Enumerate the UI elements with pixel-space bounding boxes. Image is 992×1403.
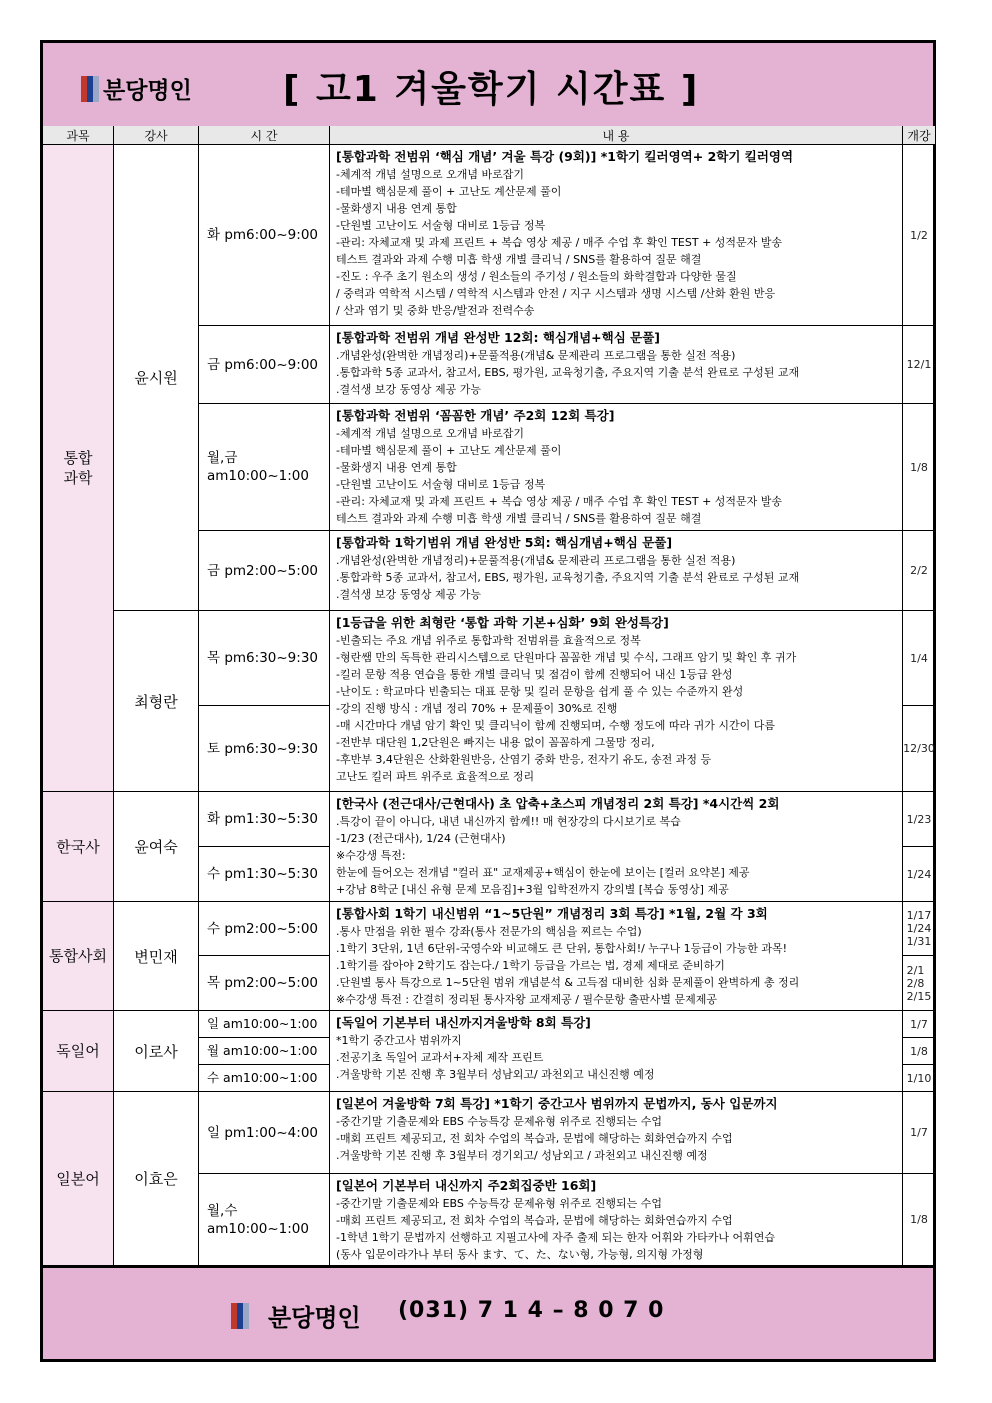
start-date-cell: 1/2 (903, 145, 936, 326)
subject-cell: 독일어 (43, 1011, 114, 1092)
content-cell (330, 531, 903, 611)
footer-logo-icon (231, 1303, 249, 1329)
course-detail-line: -단원별 고난이도 서술형 대비로 1등급 정복 (336, 219, 546, 232)
time-cell: 일 am10:00~1:00 (199, 1011, 330, 1038)
course-detail-line: (동사 입문이라가나 부터 동사 ます、て、た、ない형, 가능형, 의지형 가정형 (336, 1248, 704, 1261)
column-header-content: 내 용 (330, 126, 903, 145)
course-detail-line: -후반부 3,4단원은 산화환원반응, 산염기 중화 반응, 전자기 유도, 송전 과정 등 (336, 753, 712, 766)
course-detail-line: .특강이 끝이 아니다, 내년 내신까지 함께!! 매 현장강의 다시보기로 복습 (336, 815, 681, 828)
course-detail-line: -매회 프린트 제공되고, 전 회차 수업의 복습과, 문법에 해당하는 회화연습까지 수업 (336, 1132, 733, 1145)
course-detail-line: +강남 8학군 [내신 유형 문제 모음집]+3월 입학전까지 강의별 [복습 동영상] 제공 (336, 883, 729, 896)
course-detail-line: .전공기초 독일어 교과서+자체 제작 프린트 (336, 1051, 544, 1064)
course-detail-line: 한눈에 들어오는 전개념 "컬러 표" 교재제공+핵심이 한눈에 보이는 [컬러 요약본] 제공 (336, 866, 750, 879)
course-detail-line: -테마별 핵심문제 풀이 + 고난도 계산문제 풀이 (336, 444, 562, 457)
start-date-cell: 1/8 (903, 1174, 936, 1266)
course-detail-line: -관리: 자체교재 및 과제 프린트 + 복습 영상 제공 / 매주 수업 후 확인 TEST + 성적문자 발송 (336, 495, 783, 508)
start-date-cell: 1/23 (903, 792, 936, 847)
column-header-teacher: 강사 (114, 126, 199, 145)
subject-cell: 일본어 (43, 1092, 114, 1266)
teacher-cell: 변민재 (114, 902, 199, 1011)
course-detail-line: -강의 진행 방식 : 개념 정리 70% + 문제풀이 30%로 진행 (336, 702, 618, 715)
start-date-cell: 1/7 (903, 1092, 936, 1174)
content-cell (330, 611, 903, 792)
course-detail-line: -단원별 고난이도 서술형 대비로 1등급 정복 (336, 478, 546, 491)
course-detail-line: .1학기를 잡아야 2학기도 잡는다./ 1학기 등급을 가르는 법, 경제 제대로 준비하기 (336, 959, 725, 972)
subject-cell: 한국사 (43, 792, 114, 902)
course-detail-line: .1학기 3단위, 1년 6단위-국영수와 비교해도 큰 단위, 통합사회!/ 누구나 1등급이 가능한 과목! (336, 942, 788, 955)
course-title: [독일어 기본부터 내신까지겨울방학 8회 특강] (336, 1015, 591, 1030)
time-cell: 토 pm6:30~9:30 (199, 706, 330, 792)
content-cell (330, 1174, 903, 1266)
course-detail-line: .통합과학 5종 교과서, 참고서, EBS, 평가원, 교육청기출, 주요지역 기출 분석 완료로 구성된 교재 (336, 366, 800, 379)
course-detail-line: -형란쌤 만의 독특한 관리시스템으로 단원마다 꼼꼼한 개념 및 수식, 그래프 암기 및 확인 후 귀가 (336, 651, 797, 664)
start-date-cell: 1/8 (903, 404, 936, 531)
time-cell: 수 am10:00~1:00 (199, 1065, 330, 1092)
course-detail-line: -관리: 자체교재 및 과제 프린트 + 복습 영상 제공 / 매주 수업 후 확인 TEST + 성적문자 발송 (336, 236, 783, 249)
course-detail-line: -빈출되는 주요 개념 위주로 통합과학 전범위를 효율적으로 정복 (336, 634, 641, 647)
time-cell: 월 am10:00~1:00 (199, 1038, 330, 1065)
course-detail-line: -테마별 핵심문제 풀이 + 고난도 계산문제 풀이 (336, 185, 562, 198)
start-date-cell: 12/30 (903, 706, 936, 792)
course-detail-line: -1학년 1학기 문법까지 선행하고 지필고사에 자주 출제 되는 한자 어휘와 가타카나 어휘연습 (336, 1231, 775, 1244)
time-cell: 수 pm1:30~5:30 (199, 847, 330, 902)
header-band (43, 43, 933, 128)
course-title: [통합과학 전범위 ‘꼼꼼한 개념’ 주2회 12회 특강] (336, 408, 615, 423)
course-detail-line: -매회 프린트 제공되고, 전 회차 수업의 복습과, 문법에 해당하는 회화연습까지 수업 (336, 1214, 733, 1227)
course-detail-line: -중간기말 기출문제와 EBS 수능특강 문제유형 위주로 진행되는 수업 (336, 1115, 663, 1128)
course-title: [통합사회 1학기 내신범위 “1~5단원” 개념정리 3회 특강] *1월, 2월 각 3회 (336, 906, 768, 921)
content-cell (330, 326, 903, 404)
course-detail-line: .결석생 보강 동영상 제공 가능 (336, 383, 481, 396)
page-title: [ 고1 겨울학기 시간표 ] (283, 69, 700, 110)
content-cell (330, 902, 903, 1011)
time-cell: 금 pm6:00~9:00 (199, 326, 330, 404)
time-cell: 화 pm6:00~9:00 (199, 145, 330, 326)
course-detail-line: -난이도 : 학교마다 빈출되는 대표 문항 및 킬러 문항을 쉽게 풀 수 있는 수준까지 완성 (336, 685, 744, 698)
time-cell: 월,금 am10:00~1:00 (199, 404, 330, 531)
start-date-cell: 2/1 2/8 2/15 (903, 956, 936, 1011)
course-detail-line: -1/23 (전근대사), 1/24 (근현대사) (336, 832, 506, 845)
time-cell: 목 pm2:00~5:00 (199, 956, 330, 1011)
course-detail-line: 고난도 킬러 파트 위주로 효율적으로 정리 (336, 770, 535, 783)
course-title: [통합과학 전범위 ‘핵심 개념’ 겨울 특강 (9회)] *1학기 킬러영역+ 2학기 킬러영역 (336, 149, 794, 164)
content-cell (330, 145, 903, 326)
footer-phone: (031) 7 1 4 – 8 0 7 0 (398, 1298, 665, 1323)
course-detail-line: .결석생 보강 동영상 제공 가능 (336, 588, 481, 601)
timetable-page (40, 40, 936, 1362)
subject-cell: 통합 과학 (43, 145, 114, 792)
course-detail-line: / 중력과 역학적 시스템 / 역학적 시스템과 안전 / 지구 시스템과 생명 시스템 /산화 환원 반응 (336, 287, 776, 300)
subject-cell: 통합사회 (43, 902, 114, 1011)
start-date-cell: 1/24 (903, 847, 936, 902)
course-detail-line: -매 시간마다 개념 암기 확인 및 클리닉이 함께 진행되며, 수행 정도에 따라 귀가 시간이 다름 (336, 719, 775, 732)
course-detail-line: -물화생지 내용 연계 통합 (336, 461, 457, 474)
time-cell: 금 pm2:00~5:00 (199, 531, 330, 611)
column-header-start: 개강 (903, 126, 936, 145)
time-cell: 목 pm6:30~9:30 (199, 611, 330, 706)
start-date-cell: 1/10 (903, 1065, 936, 1092)
course-detail-line: .겨울방학 기본 진행 후 3월부터 경기외고/ 성남외고 / 과천외고 내신진행 예정 (336, 1149, 708, 1162)
course-title: [일본어 기본부터 내신까지 주2회집중반 16회] (336, 1178, 597, 1193)
course-detail-line: .통합과학 5종 교과서, 참고서, EBS, 평가원, 교육청기출, 주요지역 기출 분석 완료로 구성된 교재 (336, 571, 800, 584)
course-detail-line: -킬러 문항 적용 연습을 통한 개별 클리닉 및 점검이 함께 진행되어 내신 1등급 완성 (336, 668, 733, 681)
course-detail-line: .개념완성(완벽한 개념정리)+문풀적용(개념& 문제관리 프로그램을 통한 실전 적용) (336, 349, 736, 362)
column-header-subject: 과목 (43, 126, 114, 145)
column-header-time: 시 간 (199, 126, 330, 145)
course-detail-line: 테스트 결과와 과제 수행 미흡 학생 개별 클리닉 / SNS를 활용하여 질문 해결 (336, 253, 702, 266)
teacher-cell: 이효은 (114, 1092, 199, 1266)
teacher-cell: 이로사 (114, 1011, 199, 1092)
teacher-cell: 윤시원 (114, 145, 199, 611)
start-date-cell: 1/8 (903, 1038, 936, 1065)
course-detail-line: -체계적 개념 설명으로 오개념 바로잡기 (336, 168, 524, 181)
course-title: [일본어 겨울방학 7회 특강] *1학기 중간고사 범위까지 문법까지, 동사 입문까지 (336, 1096, 778, 1111)
course-detail-line: .겨울방학 기본 진행 후 3월부터 성남외고/ 과천외고 내신진행 예정 (336, 1068, 655, 1081)
time-cell: 수 pm2:00~5:00 (199, 902, 330, 956)
course-detail-line: .통사 만점을 위한 필수 강좌(통사 전문가의 핵심을 찌르는 수업) (336, 925, 642, 938)
time-cell: 일 pm1:00~4:00 (199, 1092, 330, 1174)
teacher-cell: 최형란 (114, 611, 199, 792)
start-date-cell: 1/4 (903, 611, 936, 706)
teacher-cell: 윤여숙 (114, 792, 199, 902)
course-title: [한국사 (전근대사/근현대사) 초 압축+초스피 개념정리 2회 특강] *4시간씩 2회 (336, 796, 780, 811)
course-title: [통합과학 1학기범위 개념 완성반 5회: 핵심개념+핵심 문풀] (336, 535, 673, 550)
time-cell: 화 pm1:30~5:30 (199, 792, 330, 847)
start-date-cell: 2/2 (903, 531, 936, 611)
content-cell (330, 1011, 903, 1092)
course-detail-line: ※수강생 특전 : 간결히 정리된 통사자왕 교재제공 / 필수문항 출판사별 문제제공 (336, 993, 717, 1006)
course-detail-line: -진도 : 우주 초기 원소의 생성 / 원소들의 주기성 / 원소들의 화학결합과 다양한 물질 (336, 270, 737, 283)
logo-icon (81, 76, 99, 102)
course-detail-line: .단원별 통사 특강으로 1~5단원 범위 개념분석 & 고득점 대비한 심화 문제풀이 완벽하게 총 정리 (336, 976, 800, 989)
content-cell (330, 792, 903, 902)
time-cell: 월,수 am10:00~1:00 (199, 1174, 330, 1266)
start-date-cell: 1/17 1/24 1/31 (903, 902, 936, 956)
content-cell (330, 1092, 903, 1174)
course-title: [1등급을 위한 최형란 ‘통합 과학 기본+심화’ 9회 완성특강] (336, 615, 669, 630)
course-detail-line: -체계적 개념 설명으로 오개념 바로잡기 (336, 427, 524, 440)
course-detail-line: ※수강생 특전: (336, 849, 406, 862)
course-title: [통합과학 전범위 개념 완성반 12회: 핵심개념+핵심 문풀] (336, 330, 660, 345)
content-cell (330, 404, 903, 531)
start-date-cell: 1/7 (903, 1011, 936, 1038)
footer-band (43, 1266, 933, 1359)
start-date-cell: 12/1 (903, 326, 936, 404)
course-detail-line: 테스트 결과와 과제 수행 미흡 학생 개별 클리닉 / SNS를 활용하여 질문 해결 (336, 512, 702, 525)
footer-brand: 분당명인 (268, 1304, 361, 1332)
course-detail-line: .개념완성(완벽한 개념정리)+문풀적용(개념& 문제관리 프로그램을 통한 실전 적용) (336, 554, 736, 567)
course-detail-line: / 산과 염기 및 중화 반응/발전과 전력수송 (336, 304, 535, 317)
course-detail-line: -중간기말 기출문제와 EBS 수능특강 문제유형 위주로 진행되는 수업 (336, 1197, 663, 1210)
course-detail-line: -물화생지 내용 연계 통합 (336, 202, 457, 215)
course-detail-line: *1학기 중간고사 범위까지 (336, 1034, 462, 1047)
course-detail-line: -전반부 대단원 1,2단원은 빠지는 내용 없이 꼼꼼하게 그물망 정리, (336, 736, 655, 749)
header-brand: 분당명인 (103, 78, 192, 104)
